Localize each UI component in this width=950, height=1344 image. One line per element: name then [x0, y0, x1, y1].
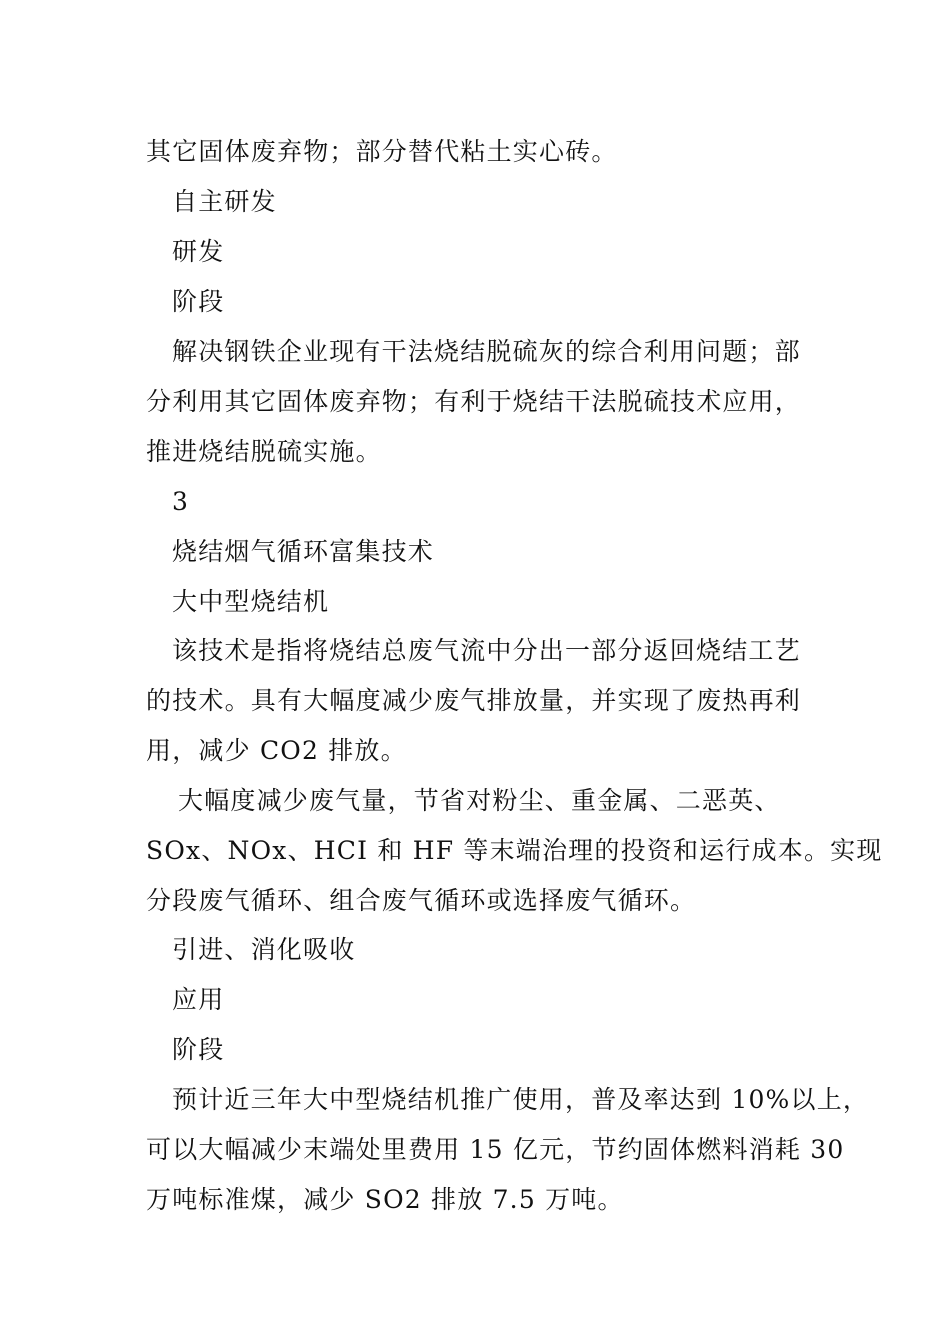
text-line: 研发 [172, 237, 225, 266]
text-line: 推进烧结脱硫实施。 [146, 437, 382, 466]
text-line: SOx、NOx、HCI 和 HF 等末端治理的投资和运行成本。实现 [146, 836, 883, 865]
text-line: 该技术是指将烧结总废气流中分出一部分返回烧结工艺 [172, 636, 801, 665]
text-line: 可以大幅减少末端处里费用 15 亿元，节约固体燃料消耗 30 [146, 1135, 845, 1164]
text-line: 阶段 [172, 1035, 225, 1064]
text-line: 3 [172, 487, 190, 516]
text-line: 烧结烟气循环富集技术 [172, 537, 435, 566]
text-line: 自主研发 [172, 187, 277, 216]
text-line: 大中型烧结机 [172, 587, 330, 616]
text-line: 分段废气循环、组合废气循环或选择废气循环。 [146, 886, 697, 915]
text-line: 万吨标准煤，减少 SO2 排放 7.5 万吨。 [146, 1185, 624, 1214]
text-line: 阶段 [172, 287, 225, 316]
text-line: 大幅度减少废气量，节省对粉尘、重金属、二恶英、 [178, 786, 781, 815]
text-line: 分利用其它固体废弃物；有利于烧结干法脱硫技术应用， [146, 387, 802, 416]
text-line: 应用 [172, 985, 225, 1014]
text-line: 其它固体废弃物；部分替代粘土实心砖。 [146, 137, 618, 166]
text-line: 解决钢铁企业现有干法烧结脱硫灰的综合利用问题；部 [172, 337, 801, 366]
text-line: 的技术。具有大幅度减少废气排放量，并实现了废热再利 [146, 686, 802, 715]
text-line: 引进、消化吸收 [172, 935, 356, 964]
text-line: 预计近三年大中型烧结机推广使用，普及率达到 10%以上， [172, 1085, 870, 1114]
text-line: 用，减少 CO2 排放。 [146, 736, 407, 765]
